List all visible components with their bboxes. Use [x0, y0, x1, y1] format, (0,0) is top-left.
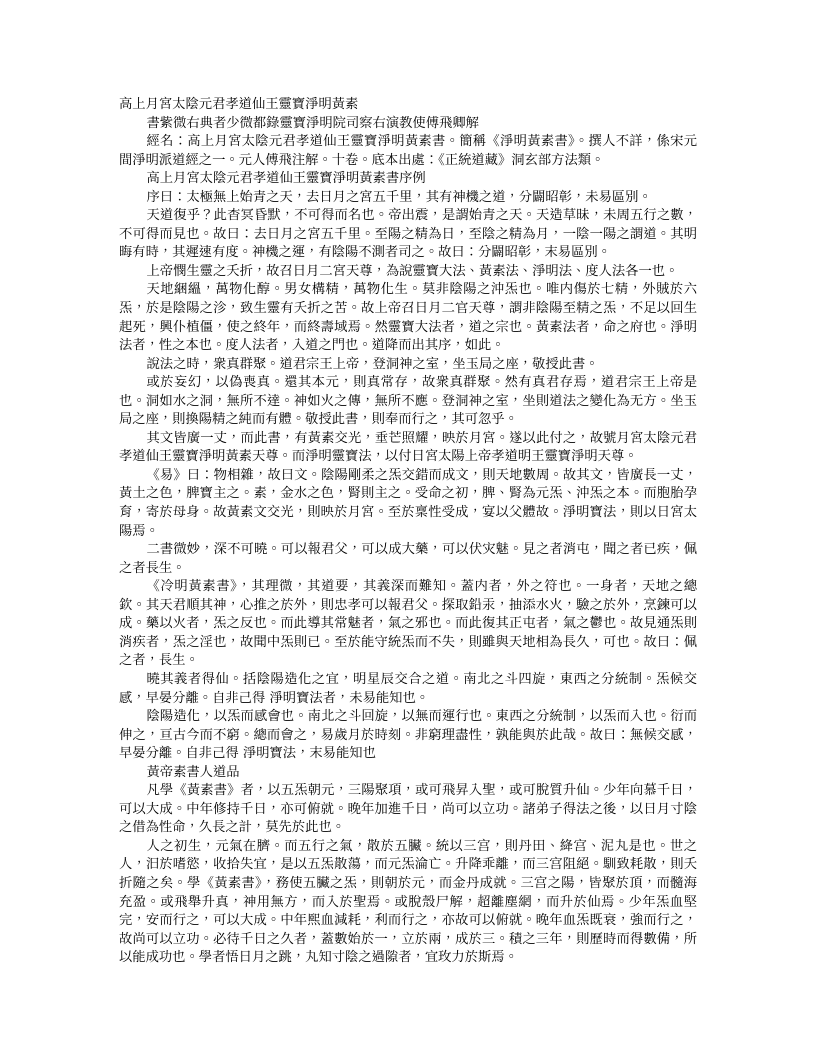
preface-5: 說法之時，衆真群聚。道君宗王上帝，登洞神之室，坐玉局之座，敬授此書。 — [146, 356, 599, 372]
bibliographic-note: 經名：高上月宮太陰元君孝道仙王靈寶淨明黃素書。簡稱《淨明黃素書》。撰人不詳，係宋元間淨明派道經之一。元人傅飛注解。十卷。底本出處：《正統道藏》洞玄部方法類。 — [119, 134, 697, 168]
preface-1: 序曰：太極無上始青之天，去日月之宮五千里，其有神機之道，分闢昭彰，未易區別。 — [146, 189, 652, 205]
preface-9: 二書微妙，深不可曉。可以報君父，可以成大藥，可以伏灾魅。見之者消屯，聞之者已疾，佩之者長生。 — [119, 542, 697, 576]
chapter-1: 凡學《黃素書》者，以五炁朝元，三陽聚項，或可飛昇入聖，或可脫質升仙。少年向慕千日，可以大成。中年修持千日，亦可俯就。晚年加進千日，尚可以立功。諸弟子得法之後，以日月寸陰之借為性命，久長之計，莫先於此也。 — [119, 783, 697, 836]
preface-8: 《易》曰：物相雜，故曰文。陰陽剛柔之炁交錯而成文，則天地數周。故其文，皆廣長一丈，黃土之色，脾寶主之。素，金水之色，腎則主之。受命之初，脾、腎為元炁、沖炁之本。而胞胎孕育，寄於母身。故黃素文交光，則映於月宮。至於稟性受成，宴以父體故。淨明寶法，則以日宮太陽焉。 — [119, 467, 697, 539]
preface-12: 陰陽造化，以炁而感會也。南北之斗回旋，以無而運行也。東西之分統制，以炁而入也。衍而伸之，亘古今而不窮。總而會之，易歲月於時刻。非窮理盡性，孰能與於此哉。故曰：無候交感，早晏分離。自非己得 淨明寶法，末易能知也 — [119, 709, 697, 762]
chapter-2: 人之初生，元氣在臍。而五行之氣，散於五臟。統以三宫，則丹田、絳宫、泥丸是也。世之人，汩於嗜慾，收拾失宜，是以五炁散蕩，而元炁淪亡。升降乖離，而三宫阻絕。馴致耗散，則夭折隨之矣。學《黃素書》，務使五臟之炁，則朝於元，而金丹成就。三宫之陽，皆聚於頂，而髓海充盈。或飛舉升真，神用無方，而入於聖焉。或脫殼尸解，超離塵網，而升於仙焉。少年炁血堅完，安而行之，可以大成。中年熙血減耗，利而行之，亦故可以俯就。晚年血炁既衰，強而行之，故尚可以立功。必待千日之久者，蓋數始於一，立於兩，成於三。積之三年，則歷時而得數備，所以能成功也。學者悟日月之跳，丸知寸陰之過隙者，宜玫力於斯焉。 — [119, 838, 697, 966]
preface-2: 天道復乎？此杳冥昏默，不可得而名也。帝出震，是謂始青之天。天造草昧，未周五行之數，不可得而見也。故曰：去日月之宮五千里。至陽之精為日，至陰之精為月，一陰一陽之謂道。其明晦有時，其遲速有度。神機之運，有陰陽不測者司之。故曰：分闢昭彰，末易區別。 — [119, 208, 697, 261]
preface-11: 曉其義者得仙。括陰陽造化之宜，明星辰交合之道。南北之斗四旋，東西之分統制。炁候交感，早晏分離。自非己得 淨明寶法者，未易能知也。 — [119, 671, 697, 706]
preface-4: 天地綑縕，萬物化醇。男女構精，萬物化生。莫非陰陽之沖炁也。唯内傷於七精，外賊於六炁，於是陰陽之沴，致生靈有夭折之苦。故上帝召日月二官天尊，謂非陰陽至精之炁，不足以回生起死，興仆植僵，使之終年，而終壽域焉。然靈寶大法者，道之宗也。黃素法者，命之府也。淨明法者，性之本也。度人法者，入道之門也。道降而出其序，如此。 — [119, 282, 697, 354]
attribution-line: 書紫微右典者少微都錄靈寶淨明院司察右演教使傅飛卿解 — [146, 115, 479, 131]
document-body — [119, 96, 697, 968]
preface-heading: 高上月宮太陰元君孝道仙王靈寶淨明黃素書序例 — [146, 171, 426, 187]
preface-3: 上帝憫生靈之夭折，故召日月二宮天尊，為說靈寶大法、黃素法、淨明法、度人法各一也。 — [146, 263, 679, 279]
preface-10: 《冷明黃素書》，其理微，其道要，其義深而難知。蓋内者，外之符也。一身者，天地之總欽。其天君順其神，心推之於外，則忠孝可以報君父。探取鉛汞，抽添水火，驗之於外，烹鍊可以成。藥以火者，炁之反也。而此導其常魅者，氣之邪也。而此復其正屯者，氣之鬱也。故見通炁則消疾者，炁之淫也，故聞中炁則已。至於能守統炁而不失，則雖與天地相為長久，可也。故曰：佩之者，長生。 — [119, 579, 697, 669]
chapter-heading: 黃帝素書人道品 — [146, 764, 240, 780]
preface-7: 其文皆廣一丈，而此書，有黃素交光，垂芒照耀，映於月宮。遂以此付之，故號月宮太陰元君孝道仙王靈寶淨明黃素天尊。而淨明靈寶法，以付日宮太陽上帝孝道明王靈寶淨明天尊。 — [119, 430, 697, 465]
preface-6: 或於妄幻，以偽喪真。還其本元，則真常存，故衆真群聚。然有真君存焉，道君宗王上帝是也。洞如水之洞，無所不達。神如火之傳，無所不應。登洞神之室，坐則道法之變化為无方。坐玉局之座，則換陽精之純而有體。敬授此書，則奉而行之，其可忽乎。 — [119, 375, 697, 428]
title-line: 高上月宮太陰元君孝道仙王靈寶淨明黃素 — [119, 97, 359, 112]
